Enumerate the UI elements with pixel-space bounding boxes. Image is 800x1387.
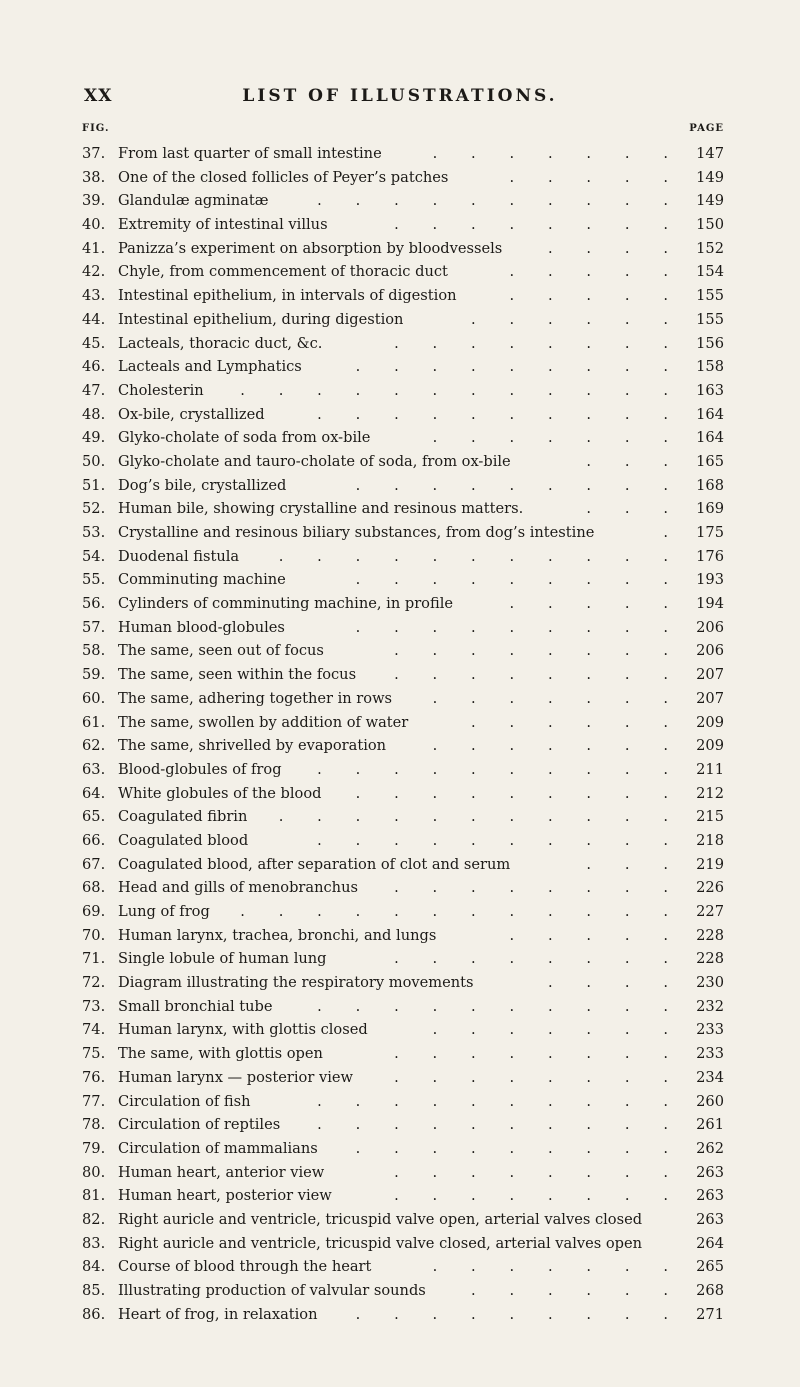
figure-number: 44.	[82, 310, 106, 328]
figure-title: Dog’s bile, crystallized	[118, 476, 287, 494]
page-reference: 211	[696, 760, 724, 778]
page-reference: 212	[696, 784, 724, 802]
figure-title: Course of blood through the heart	[118, 1258, 372, 1276]
page-reference: 215	[696, 808, 724, 826]
list-item	[82, 805, 724, 829]
figure-title: Circulation of mammalians	[118, 1139, 318, 1157]
figure-title: Human larynx — posterior view	[118, 1068, 353, 1086]
figure-title: Small bronchial tube	[118, 997, 273, 1015]
list-item	[82, 639, 724, 663]
figure-number: 50.	[82, 452, 106, 470]
figure-number: 38.	[82, 168, 106, 186]
list-item	[82, 1303, 724, 1327]
list-item	[82, 1232, 724, 1256]
dot-leader: . . . . . . . . . .	[317, 997, 668, 1015]
dot-leader: . . . . . . . .	[394, 642, 668, 660]
figure-title: Heart of frog, in relaxation	[118, 1305, 318, 1323]
figure-title: Human blood-globules	[118, 618, 285, 636]
figure-number: 67.	[82, 855, 106, 873]
figure-title: Illustrating production of valvular sounds	[118, 1282, 426, 1299]
list-item	[82, 1184, 724, 1208]
figure-number: 49.	[82, 429, 106, 447]
list-item	[82, 1066, 724, 1090]
page-reference: 230	[696, 974, 724, 992]
figure-number: 59.	[82, 666, 106, 684]
list-item	[82, 308, 724, 332]
dot-leader: . . . . .	[509, 287, 668, 305]
dot-leader: . . . . . . . .	[394, 666, 668, 684]
page-reference: 263	[696, 1210, 724, 1228]
page-reference: 263	[696, 1187, 724, 1205]
page-reference: 155	[696, 287, 724, 305]
list-item	[82, 474, 724, 498]
page-reference: 149	[696, 168, 724, 186]
dot-leader: . . . . . . . .	[394, 334, 668, 352]
page-reference: 268	[696, 1282, 724, 1299]
list-item	[82, 545, 724, 569]
page-reference: 164	[696, 429, 724, 447]
list-item	[82, 426, 724, 450]
page-reference: 193	[696, 571, 724, 589]
list-item	[82, 450, 724, 474]
running-title: LIST OF ILLUSTRATIONS.	[242, 86, 558, 106]
page-reference: 233	[696, 1045, 724, 1063]
list-item	[82, 876, 724, 900]
dot-leader: . . . . . . . . .	[355, 1305, 668, 1323]
figure-number: 70.	[82, 926, 106, 944]
figure-title: Head and gills of menobranchus	[118, 879, 358, 897]
figure-number: 65.	[82, 808, 106, 826]
dot-leader: . . .	[586, 500, 668, 518]
figure-number: 57.	[82, 618, 106, 636]
figure-number: 72.	[82, 974, 106, 992]
dot-leader: . . . . .	[509, 926, 668, 944]
figure-number: 66.	[82, 831, 106, 849]
page-reference: 262	[696, 1139, 724, 1157]
page-reference: 232	[696, 997, 724, 1015]
figure-number: 76.	[82, 1068, 106, 1086]
fig-column-heading: FIG.	[82, 123, 110, 134]
list-item	[82, 1113, 724, 1137]
figure-title: Human larynx, trachea, bronchi, and lungs	[118, 926, 437, 944]
figure-number: 54.	[82, 547, 106, 565]
list-item	[82, 260, 724, 284]
page-header	[70, 86, 730, 110]
list-item	[82, 166, 724, 190]
list-item	[82, 1161, 724, 1185]
figure-title: The same, with glottis open	[118, 1045, 323, 1063]
figure-title: Chyle, from commencement of thoracic duct	[118, 263, 448, 281]
figure-title: Cylinders of comminuting machine, in profile	[118, 595, 454, 613]
figure-title: Single lobule of human lung	[118, 950, 327, 968]
dot-leader: . . . . .	[509, 263, 668, 281]
list-item	[82, 711, 724, 735]
list-item	[82, 332, 724, 356]
figure-title: One of the closed follicles of Peyer’s patches	[118, 168, 449, 186]
figure-number: 68.	[82, 879, 106, 897]
list-item	[82, 592, 724, 616]
list-item	[82, 829, 724, 853]
figure-title: Human heart, anterior view	[118, 1163, 325, 1181]
list-item	[82, 971, 724, 995]
dot-leader: . . . . . . . . . .	[317, 1116, 668, 1134]
figure-number: 51.	[82, 476, 106, 494]
dot-leader: . . . . . .	[471, 1282, 668, 1299]
page-reference: 158	[696, 358, 724, 376]
list-item	[82, 782, 724, 806]
figure-number: 69.	[82, 903, 106, 920]
list-item	[82, 758, 724, 782]
figure-title: Ox-bile, crystallized	[118, 405, 265, 423]
page-reference: 169	[696, 500, 724, 518]
figure-title: Human heart, posterior view	[118, 1187, 332, 1205]
dot-leader: . . . . . . .	[432, 429, 668, 447]
page-number: XX	[84, 86, 113, 106]
figure-title: Coagulated fibrin	[118, 808, 248, 826]
list-item	[82, 1042, 724, 1066]
list-item	[82, 995, 724, 1019]
page-reference: 219	[696, 855, 724, 873]
figure-number: 78.	[82, 1116, 106, 1134]
figure-title: Diagram illustrating the respiratory movements	[118, 974, 474, 992]
dot-leader: . . . . . . . . . .	[317, 831, 668, 849]
list-item	[82, 568, 724, 592]
figure-title: Circulation of reptiles	[118, 1116, 281, 1134]
figure-number: 37.	[82, 145, 106, 162]
dot-leader: . . . . . . . . . .	[317, 1092, 668, 1110]
list-item	[82, 355, 724, 379]
page-reference: 228	[696, 926, 724, 944]
list-item	[82, 924, 724, 948]
figure-number: 63.	[82, 760, 106, 778]
figure-title: From last quarter of small intestine	[118, 145, 382, 162]
figure-title: Intestinal epithelium, in intervals of digestion	[118, 287, 457, 305]
page-reference: 163	[696, 381, 724, 399]
dot-leader: . . . . . . . . . . . .	[240, 903, 668, 920]
figure-title: Crystalline and resinous biliary substances, from dog’s intestine	[118, 524, 595, 541]
dot-leader: . . . . . . . . .	[355, 571, 668, 589]
dot-leader: . . . . . . . .	[394, 1163, 668, 1181]
dot-leader: . . . . . . .	[432, 689, 668, 707]
page-reference: 261	[696, 1116, 724, 1134]
figure-title: Lacteals and Lymphatics	[118, 358, 302, 376]
figure-title: White globules of the blood	[118, 784, 322, 802]
figure-number: 52.	[82, 500, 106, 518]
figure-title: Lacteals, thoracic duct, &c.	[118, 334, 323, 352]
dot-leader: . . .	[586, 452, 668, 470]
list-item	[82, 663, 724, 687]
page-reference: 209	[696, 713, 724, 731]
page-reference: 156	[696, 334, 724, 352]
list-item	[82, 213, 724, 237]
figure-number: 64.	[82, 784, 106, 802]
page-reference: 147	[696, 145, 724, 162]
page-reference: 233	[696, 1021, 724, 1039]
page-reference: 234	[696, 1068, 724, 1086]
dot-leader: . . . . . . . . . .	[317, 760, 668, 778]
page-reference: 227	[696, 903, 724, 920]
dot-leader: . . . . . . . . .	[355, 784, 668, 802]
page-reference: 175	[696, 524, 724, 541]
figure-number: 81.	[82, 1187, 106, 1205]
figure-number: 71.	[82, 950, 106, 968]
figure-number: 84.	[82, 1258, 106, 1276]
figure-number: 75.	[82, 1045, 106, 1063]
page-reference: 164	[696, 405, 724, 423]
page-reference: 264	[696, 1234, 724, 1252]
dot-leader: . . . . . . . . . . .	[278, 808, 668, 826]
figure-number: 85.	[82, 1282, 106, 1299]
page-reference: 149	[696, 192, 724, 210]
page-reference: 194	[696, 595, 724, 613]
figure-title: Comminuting machine	[118, 571, 286, 589]
figure-title: Intestinal epithelium, during digestion	[118, 310, 404, 328]
list-item	[82, 900, 724, 924]
dot-leader: . . . . . . .	[432, 1258, 668, 1276]
page-reference: 176	[696, 547, 724, 565]
figure-title: Blood-globules of frog	[118, 760, 282, 778]
figure-number: 80.	[82, 1163, 106, 1181]
figure-number: 46.	[82, 358, 106, 376]
list-item	[82, 1279, 724, 1303]
figure-number: 43.	[82, 287, 106, 305]
figure-number: 53.	[82, 524, 106, 541]
list-item	[82, 403, 724, 427]
figure-number: 79.	[82, 1139, 106, 1157]
page-reference: 263	[696, 1163, 724, 1181]
dot-leader: . . . . . . .	[432, 737, 668, 755]
dot-leader: . . . . . . . .	[394, 1187, 668, 1205]
dot-leader: . . . . . . . . .	[355, 1139, 668, 1157]
page-reference: 165	[696, 452, 724, 470]
list-item	[82, 379, 724, 403]
page-reference: 260	[696, 1092, 724, 1110]
figure-number: 41.	[82, 239, 106, 257]
dot-leader: . . . . . . .	[432, 1021, 668, 1039]
dot-leader: . . . . . . . . . .	[317, 192, 668, 210]
dot-leader: . . . . . . . .	[394, 950, 668, 968]
figure-number: 39.	[82, 192, 106, 210]
figure-number: 62.	[82, 737, 106, 755]
dot-leader: . . . . . .	[471, 713, 668, 731]
page-reference: 228	[696, 950, 724, 968]
page-reference: 271	[696, 1305, 724, 1323]
page-reference: 206	[696, 618, 724, 636]
figure-title: Glyko-cholate and tauro-cholate of soda, from ox-bile	[118, 452, 511, 470]
figure-title: Right auricle and ventricle, tricuspid valve closed, arterial valves open	[118, 1234, 643, 1252]
list-item	[82, 1018, 724, 1042]
figure-title: The same, shrivelled by evaporation	[118, 737, 387, 755]
list-item	[82, 237, 724, 261]
page-reference: 207	[696, 666, 724, 684]
figure-number: 77.	[82, 1092, 106, 1110]
figure-number: 74.	[82, 1021, 106, 1039]
column-headings	[82, 123, 724, 137]
page-reference: 218	[696, 831, 724, 849]
figure-number: 48.	[82, 405, 106, 423]
dot-leader: . . . . . . . .	[394, 1068, 668, 1086]
figure-number: 45.	[82, 334, 106, 352]
list-item	[82, 853, 724, 877]
figure-title: The same, seen within the focus	[118, 666, 357, 684]
figure-number: 56.	[82, 595, 106, 613]
dot-leader: . . . . . . . . .	[355, 476, 668, 494]
figure-number: 86.	[82, 1305, 106, 1323]
figure-title: Glandulæ agminatæ	[118, 192, 269, 210]
list-item	[82, 1090, 724, 1114]
figure-title: Glyko-cholate of soda from ox-bile	[118, 429, 371, 447]
figure-title: The same, swollen by addition of water	[118, 713, 409, 731]
dot-leader: . . . . . . . .	[394, 216, 668, 234]
figure-title: Human larynx, with glottis closed	[118, 1021, 368, 1039]
dot-leader: . . . .	[547, 974, 668, 992]
figure-title: Coagulated blood	[118, 831, 249, 849]
figure-title: Right auricle and ventricle, tricuspid valve open, arterial valves closed	[118, 1210, 643, 1228]
figure-title: Cholesterin	[118, 381, 204, 399]
list-item	[82, 284, 724, 308]
list-item	[82, 1255, 724, 1279]
figure-title: Lung of frog	[118, 903, 210, 920]
dot-leader: . . . . . . . . . .	[317, 405, 668, 423]
figure-number: 42.	[82, 263, 106, 281]
page-reference: 226	[696, 879, 724, 897]
figure-number: 73.	[82, 997, 106, 1015]
list-item	[82, 616, 724, 640]
figure-title: Coagulated blood, after separation of clot and serum	[118, 855, 511, 873]
figure-number: 55.	[82, 571, 106, 589]
figure-title: Circulation of fish	[118, 1092, 251, 1110]
dot-leader: . . . . . . .	[432, 145, 668, 162]
list-item	[82, 687, 724, 711]
figure-title: Duodenal fistula	[118, 547, 240, 565]
dot-leader: . . . . .	[509, 168, 668, 186]
dot-leader: . . . . . . . .	[394, 879, 668, 897]
page-reference: 265	[696, 1258, 724, 1276]
list-item	[82, 189, 724, 213]
page-reference: 150	[696, 216, 724, 234]
page-reference: 152	[696, 239, 724, 257]
page-reference: 155	[696, 310, 724, 328]
figure-number: 61.	[82, 713, 106, 731]
figure-number: 47.	[82, 381, 106, 399]
page-reference: 206	[696, 642, 724, 660]
illustrations-list	[82, 142, 724, 1326]
dot-leader: . . .	[586, 855, 668, 873]
figure-number: 40.	[82, 216, 106, 234]
page-reference: 209	[696, 737, 724, 755]
dot-leader: . . . . . .	[471, 310, 668, 328]
dot-leader: . . . . . . . . .	[355, 618, 668, 636]
list-item	[82, 734, 724, 758]
list-item	[82, 1208, 724, 1232]
page-reference: 207	[696, 689, 724, 707]
figure-title: The same, adhering together in rows	[118, 689, 393, 707]
list-item	[82, 142, 724, 166]
list-item	[82, 947, 724, 971]
dot-leader: . . . . . . . . .	[355, 358, 668, 376]
dot-leader: . . . . . . . .	[394, 1045, 668, 1063]
dot-leader: . . . . . . . . . . .	[278, 547, 668, 565]
dot-leader: . . . .	[547, 239, 668, 257]
figure-number: 82.	[82, 1210, 106, 1228]
figure-number: 60.	[82, 689, 106, 707]
figure-title: Extremity of intestinal villus	[118, 216, 328, 234]
figure-number: 83.	[82, 1234, 106, 1252]
dot-leader: . . . . .	[509, 595, 668, 613]
figure-number: 58.	[82, 642, 106, 660]
list-item	[82, 521, 724, 545]
figure-title: Human bile, showing crystalline and resinous matters.	[118, 500, 524, 518]
list-item	[82, 497, 724, 521]
dot-leader: .	[663, 524, 668, 541]
page-column-heading: PAGE	[689, 123, 724, 134]
figure-title: Panizza’s experiment on absorption by bloodvessels	[118, 239, 503, 257]
page-reference: 154	[696, 263, 724, 281]
figure-title: The same, seen out of focus	[118, 642, 324, 660]
list-item	[82, 1137, 724, 1161]
dot-leader: . . . . . . . . . . . .	[240, 381, 668, 399]
page-reference: 168	[696, 476, 724, 494]
